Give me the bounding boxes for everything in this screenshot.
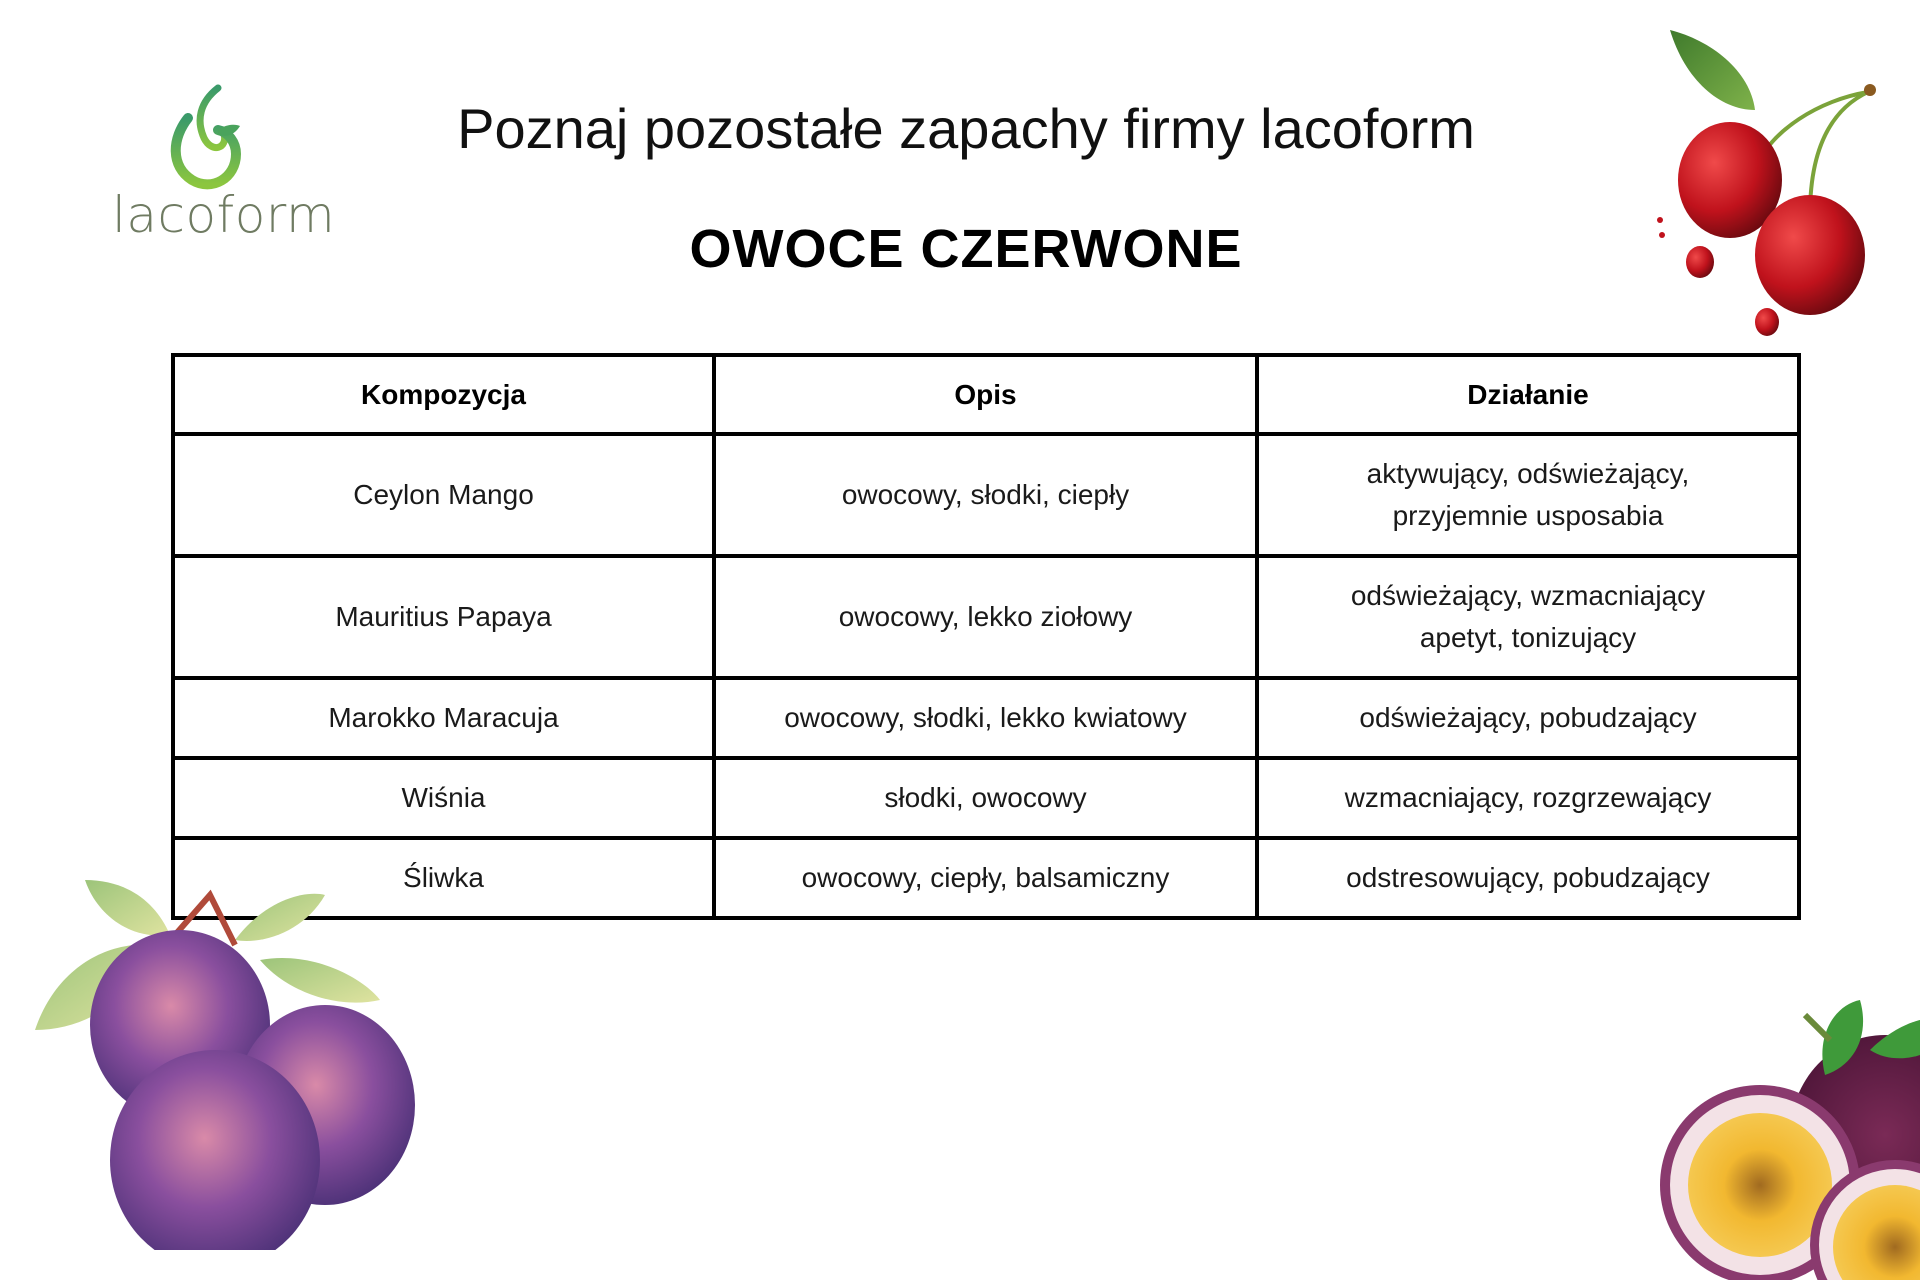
cell-dzialanie-line: apetyt, tonizujący: [1419, 622, 1637, 653]
cell-dzialanie-line: odświeżający, wzmacniający: [1350, 580, 1706, 611]
table-row: [173, 678, 1799, 758]
table-row: [173, 556, 1799, 678]
column-header-kompozycja: Kompozycja: [173, 355, 714, 434]
section-heading: OWOCE CZERWONE: [689, 219, 1243, 279]
cell-dzialanie: odświeżający, pobudzający: [1257, 678, 1799, 758]
fragrance-table: [171, 353, 1801, 920]
passion-fruit-illustration: [1655, 995, 1920, 1280]
cell-opis: owocowy, ciepły, balsamiczny: [714, 838, 1257, 918]
column-header-dzialanie: Działanie: [1257, 355, 1799, 434]
cell-opis: słodki, owocowy: [714, 758, 1257, 838]
page-title-text: Poznaj pozostałe zapachy firmy lacoform: [457, 97, 1475, 160]
cell-opis: owocowy, lekko ziołowy: [714, 556, 1257, 678]
cell-kompozycja: Mauritius Papaya: [173, 556, 714, 678]
cell-kompozycja: Marokko Maracuja: [173, 678, 714, 758]
cell-kompozycja: Śliwka: [173, 838, 714, 918]
table-row: [173, 434, 1799, 556]
page-title: [0, 96, 1920, 161]
cell-dzialanie: [1257, 434, 1799, 556]
cell-dzialanie: [1257, 556, 1799, 678]
cell-dzialanie: odstresowujący, pobudzający: [1257, 838, 1799, 918]
cell-opis: owocowy, słodki, ciepły: [714, 434, 1257, 556]
table-row: [173, 758, 1799, 838]
table-header-row: [173, 355, 1799, 434]
plums-illustration: [35, 870, 415, 1250]
cherries-illustration: [1640, 20, 1900, 340]
table-row: [173, 838, 1799, 918]
cell-dzialanie: wzmacniający, rozgrzewający: [1257, 758, 1799, 838]
logo-wordmark: lacoform: [112, 186, 336, 244]
cell-opis: owocowy, słodki, lekko kwiatowy: [714, 678, 1257, 758]
column-header-opis: Opis: [714, 355, 1257, 434]
cell-dzialanie-line: przyjemnie usposabia: [1392, 500, 1664, 531]
cell-kompozycja: Wiśnia: [173, 758, 714, 838]
cell-dzialanie-line: aktywujący, odświeżający,: [1366, 458, 1690, 489]
cell-kompozycja: Ceylon Mango: [173, 434, 714, 556]
